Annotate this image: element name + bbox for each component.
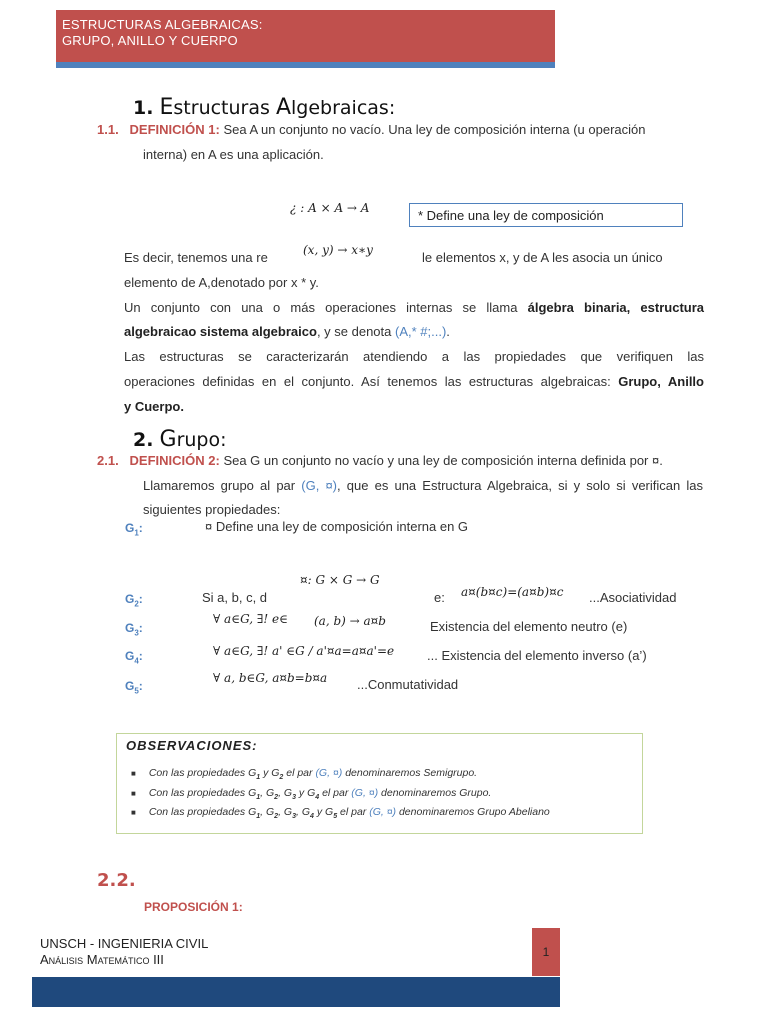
property-g4-text: ... Existencia del elemento inverso (a’) [427,648,647,663]
property-g4-formula: ∀ a∈G, ∃! a' ∈G / a'¤a=a¤a'=e [213,644,395,658]
paragraph-3-bold-1: Grupo, Anillo [618,374,704,389]
property-g5-formula: ∀ a, b∈G, a¤b=b¤a [213,671,328,685]
section-1-title-end: lgebraicas: [291,97,396,119]
paragraph-2-line-1 [124,296,704,321]
obs-text: Con las propiedades G [148,786,257,799]
obs-text: denominaremos Semigrupo. [342,767,478,779]
definition-2-text-1: Sea G un conjunto no vacío y una ley de composición interna definida por ¤. [219,453,663,468]
obs-text: y G [296,786,316,799]
g2-letter: G [125,592,135,606]
obs-sub: 3 [292,793,296,801]
paragraph-2-line-2 [124,320,450,345]
obs-sub: 4 [310,813,314,821]
header-stripe [56,62,555,68]
obs-pair: (G, ¤) [369,806,397,819]
obs-text: y G [313,806,334,819]
obs-text: Con las propiedades G [148,806,257,819]
obs-sub: 1 [256,793,261,801]
footer-bar [32,977,560,1007]
section-1-title-part: structuras [173,97,276,119]
g4-subscript: 4 [134,656,139,666]
property-g5-text: ...Conmutatividad [357,677,459,692]
property-g2-text: ...Asociatividad [589,590,677,605]
obs-sub: 2 [274,813,279,821]
obs-text: y G [260,767,280,779]
property-g1-formula: ¤: G × G → G [300,573,380,587]
paragraph-1-line-2: elemento de A,denotado por x * y. [124,275,319,290]
paragraph-2-period: . [446,324,450,339]
obs-text: , G [260,806,275,819]
observations-title: OBSERVACIONES: [126,738,258,753]
page-number: 1 [532,928,560,976]
paragraph-1-start: Es decir, tenemos una re [124,250,268,265]
g2-colon: : [138,592,143,606]
paragraph-2-denote: , y se denota [316,324,395,339]
obs-text: , G [278,806,293,819]
obs-sub: 4 [315,793,320,801]
paragraph-2-bold-2: algebraicao sistema algebraico [124,324,317,339]
property-g2-prefix: Si a, b, c, d [202,590,268,605]
paragraph-2-bold-1: álgebra binaria, estructura [527,300,705,315]
section-2-title-initial-g: G [159,427,177,452]
property-g2-label [125,592,143,608]
group-pair: (G, ¤) [301,478,338,493]
proposition-label: PROPOSICIÓN 1: [144,900,243,914]
definition-2-tag: DEFINICIÓN 2: [129,453,220,468]
bullet-icon: ■ [131,808,136,818]
g3-letter: G [125,621,135,635]
obs-text: , G [296,806,311,819]
structure-notation: (A,* #;...) [395,324,447,339]
bullet-icon: ■ [131,788,136,798]
property-g2-e: e: [434,590,445,605]
property-g5-label [125,679,143,695]
obs-text: el par [283,767,316,779]
list-item [131,805,550,825]
list-item [131,786,550,806]
bullet-icon: ■ [131,769,136,778]
section-2-number: 2. [133,429,154,451]
definition-2-number: 2.1. [97,453,119,468]
paragraph-2-text: Un conjunto con una o más operaciones internas se llama [124,300,528,315]
paragraph-1-end: le elementos x, y de A les asocia un único [422,250,663,265]
document-header [62,17,263,49]
g5-colon: : [138,679,143,693]
obs-text: el par [337,806,370,819]
paragraph-3-text: operaciones definidas en el conjunto. Así tenemos las estructuras algebraicas: [124,374,619,389]
g3-colon: : [138,621,143,635]
composition-callout: * Define una ley de composición [409,203,683,227]
g2-subscript: 2 [134,599,139,609]
observations-list [131,766,550,825]
g5-subscript: 5 [134,686,139,696]
obs-text: denominaremos Grupo. [378,786,492,799]
paragraph-3-bold-2: y Cuerpo. [124,399,184,414]
property-g3-formula: ∀ a∈G, ∃! e∈ [213,612,289,626]
paragraph-3-line-1: Las estructuras se caracterizarán atendiendo a las propiedades que verifiquen las [124,349,704,364]
definition-1-line-2: interna) en A es una aplicación. [143,147,324,162]
obs-text: el par [319,786,352,799]
property-g3-text: Existencia del elemento neutro (e) [430,619,628,634]
header-line-1: ESTRUCTURAS ALGEBRAICAS: [62,17,263,32]
obs-sub: 2 [274,793,279,801]
obs-sub: 5 [333,813,338,821]
definition-2-grupo: Llamaremos grupo al par [143,478,302,493]
g5-letter: G [125,679,135,693]
paragraph-3-line-2 [124,370,704,395]
pair-formula: (x, y) → x∗y [303,243,373,257]
obs-sub: 1 [256,813,261,821]
definition-2-line-2 [143,474,703,499]
header-line-2: GRUPO, ANILLO Y CUERPO [62,33,238,48]
footer-institution: UNSCH - INGENIERIA CIVIL [40,936,209,951]
section-1-number: 1. [133,97,154,119]
property-g3-label [125,621,143,637]
section-1-title-initial-e: E [159,95,174,120]
obs-text: denominaremos Grupo Abeliano [396,806,550,819]
g4-letter: G [125,649,135,663]
obs-pair: (G, ¤) [351,786,379,799]
obs-sub: 3 [292,813,296,821]
footer [40,936,208,968]
map-formula: ¿ : A × A → A [290,201,370,215]
operation-formula: (a, b) → a¤b [314,614,386,628]
obs-text: , G [260,786,275,799]
property-g4-label [125,649,143,665]
g1-letter: G [125,521,135,535]
footer-course: Análisis Matemático III [40,952,164,967]
proposition-number: 2.2. [97,870,136,891]
obs-pair: (G, ¤) [315,767,343,779]
property-g1-text: ¤ Define una ley de composición interna en G [205,519,469,534]
section-1-title-initial-a: A [275,95,292,120]
definition-2 [97,449,709,474]
obs-text: Con las propiedades G [148,767,257,779]
section-2-title-end: rupo: [176,429,227,451]
definition-1 [97,118,705,143]
obs-sub: 2 [279,774,284,782]
list-item [131,766,550,786]
definition-1-number: 1.1. [97,122,119,137]
definition-2-line-3: siguientes propiedades: [143,502,281,517]
property-g2-formula: a¤(b¤c)=(a¤b)¤c [461,585,564,599]
definition-1-tag: DEFINICIÓN 1: [129,122,220,137]
definition-2-text-2: , que es una Estructura Algebraica, si y solo si verifican las [337,478,703,493]
obs-text: , G [278,786,293,799]
g3-subscript: 3 [134,628,139,638]
g4-colon: : [138,649,143,663]
section-1-heading [133,95,395,120]
property-g1-label [125,521,143,537]
g1-subscript: 1 [134,528,139,538]
obs-sub: 1 [256,774,261,782]
definition-1-text-1: Sea A un conjunto no vacío. Una ley de composición interna (u operación [219,122,646,137]
g1-colon: : [138,521,143,535]
